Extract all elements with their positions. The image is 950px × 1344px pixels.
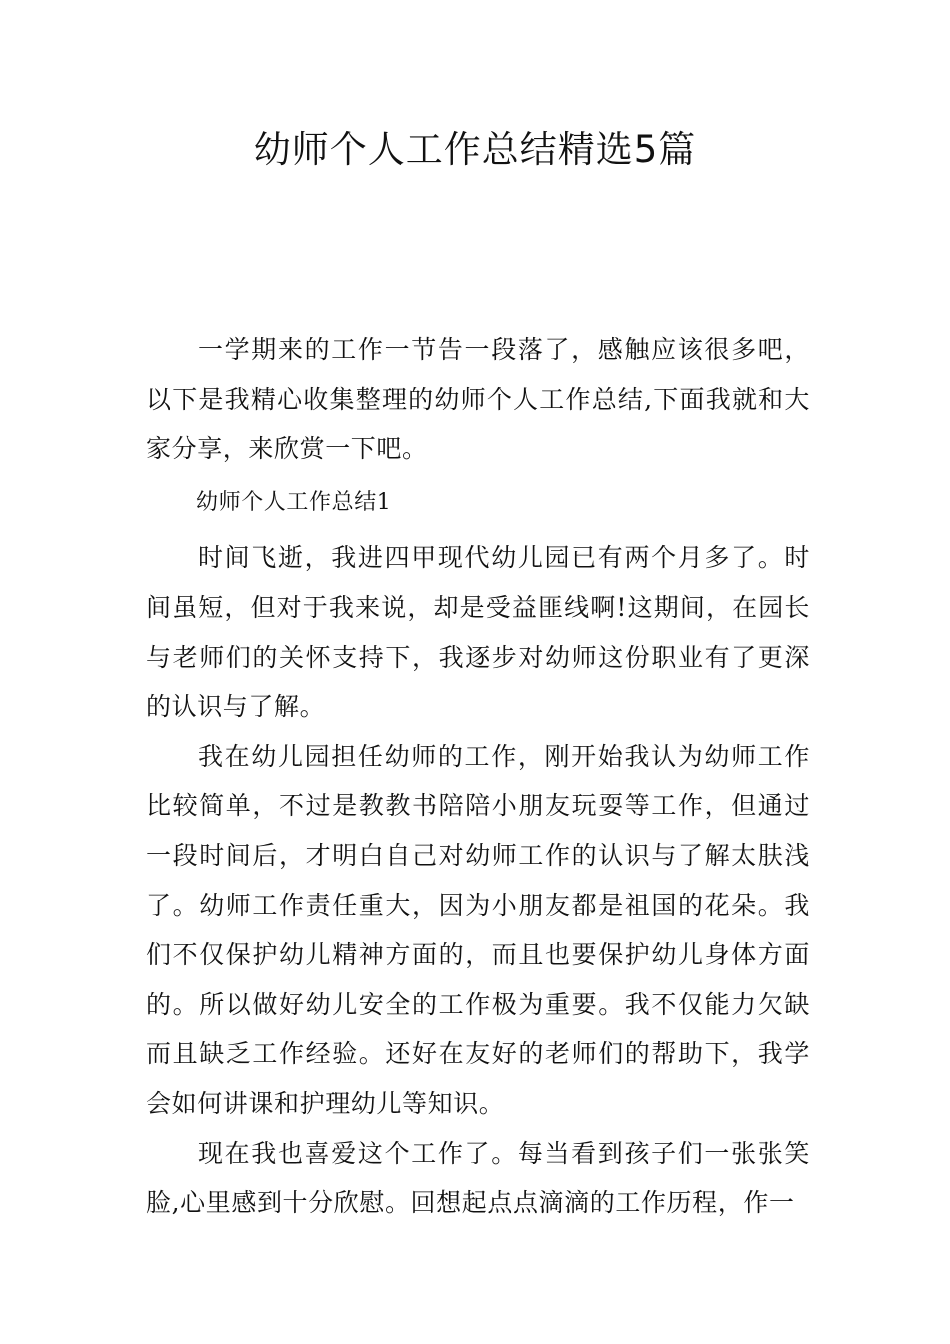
intro-paragraph: 一学期来的工作一节告一段落了，感触应该很多吧，以下是我精心收集整理的幼师个人工作总结,下面我就和大家分享，来欣赏一下吧。 bbox=[146, 335, 810, 464]
document-body bbox=[146, 325, 810, 1228]
body-paragraph: 我在幼儿园担任幼师的工作，刚开始我认为幼师工作比较简单，不过是教教书陪陪小朋友玩耍等工作，但通过一段时间后，才明白自己对幼师工作的认识与了解太肤浅了。幼师工作责任重大，因为小朋友都是祖国的花朵。我们不仅保护幼儿精神方面的，而且也要保护幼儿身体方面的。所以做好幼儿安全的工作极为重要。我不仅能力欠缺而且缺乏工作经验。还好在友好的老师们的帮助下，我学会如何讲课和护理幼儿等知识。 bbox=[146, 741, 810, 1118]
body-paragraph: 时间飞逝，我进四甲现代幼儿园已有两个月多了。时间虽短，但对于我来说，却是受益匪线啊!这期间，在园长与老师们的关怀支持下，我逐步对幼师这份职业有了更深的认识与了解。 bbox=[146, 543, 810, 722]
body-paragraph: 现在我也喜爱这个工作了。每当看到孩子们一张张笑脸,心里感到十分欣慰。回想起点点滴滴的工作历程，作一 bbox=[146, 1138, 810, 1218]
section-heading: 幼师个人工作总结1 bbox=[196, 489, 392, 515]
document-title: 幼师个人工作总结精选5篇 bbox=[253, 128, 697, 171]
